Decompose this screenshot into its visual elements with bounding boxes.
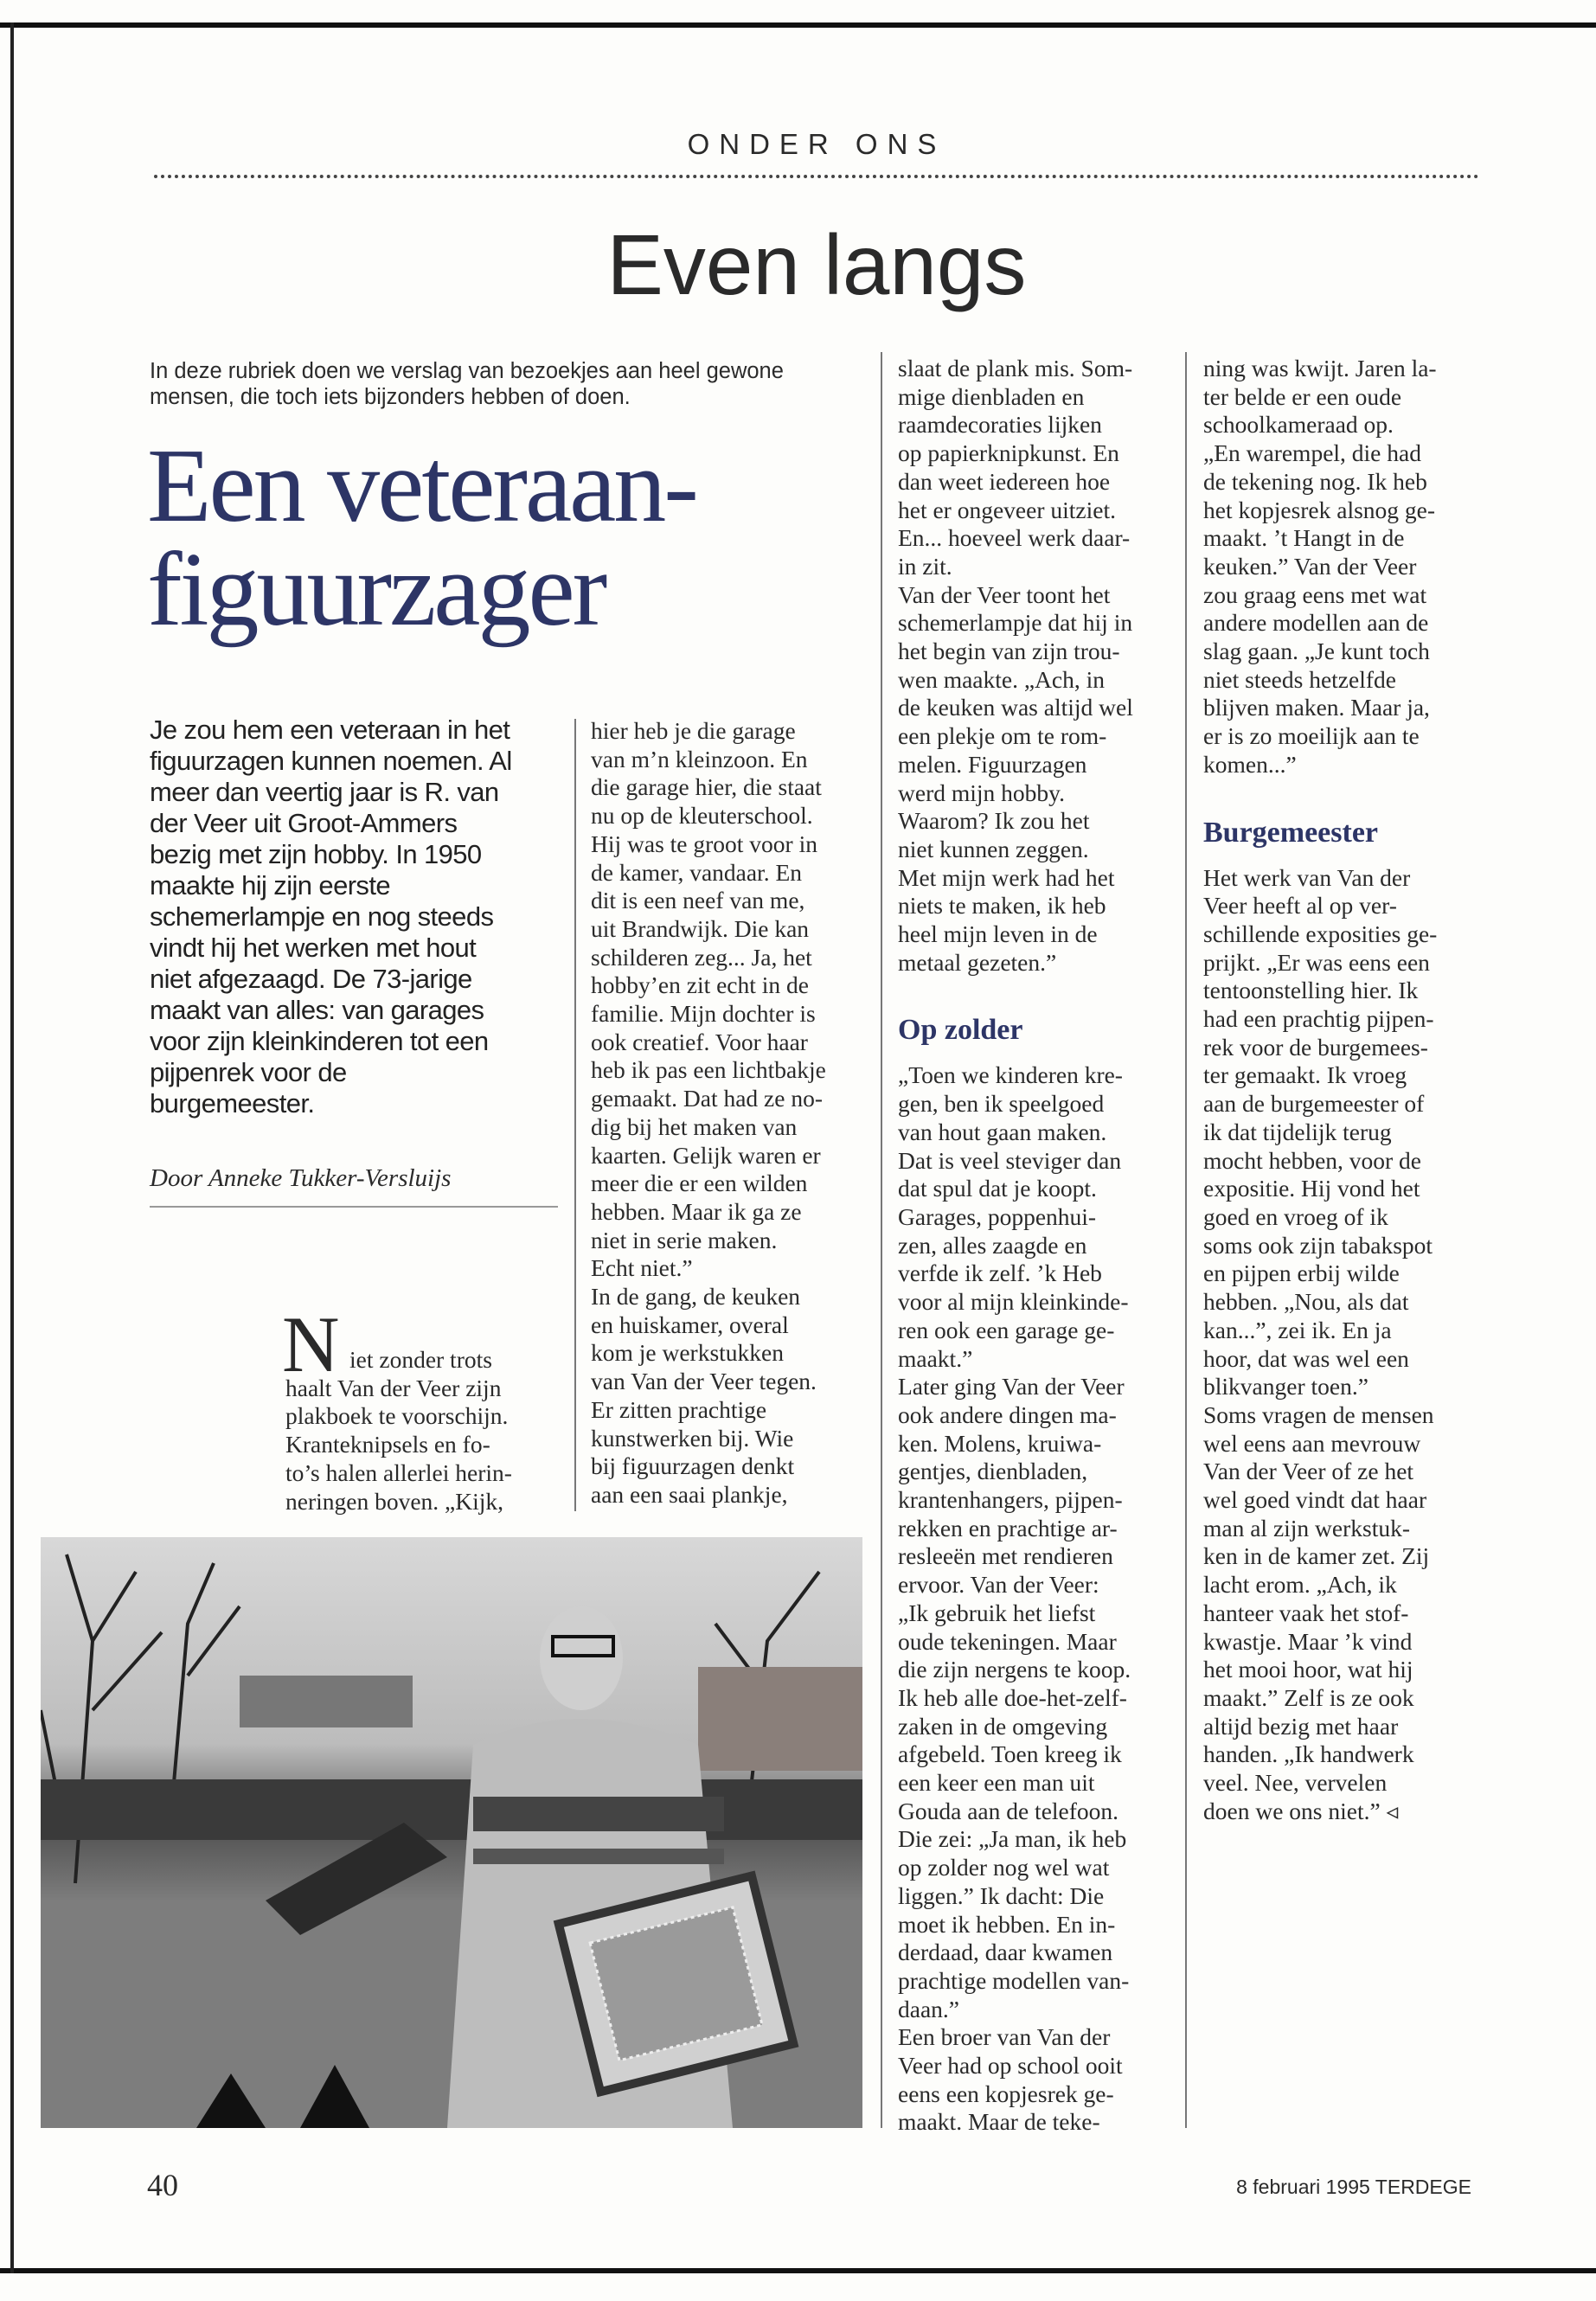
body-line: dat spul dat je koopt. [898,1175,1097,1202]
lead-line: vindt hij het werken met hout [150,933,477,963]
body-line: het er ongeveer uitziet. [898,496,1116,523]
body-line: prachtige modellen van- [898,1966,1130,1994]
body-line: schillende exposities ge- [1203,920,1438,947]
page-border-top [0,22,1596,28]
paragraph [1203,355,1437,779]
article-lead [150,715,556,1119]
body-line: kaarten. Gelijk waren er [591,1141,821,1169]
body-line: een plekje om te rom- [898,722,1107,750]
body-line: hier heb je die garage [591,717,796,744]
body-line: resleeën met rendieren [898,1542,1113,1570]
lead-line: niet afgezaagd. De 73-jarige [150,964,472,994]
body-line: Echt niet.” [591,1254,693,1282]
body-line: liggen.” Ik dacht: Die [898,1881,1105,1909]
body-column-2 [591,717,826,1509]
body-line: niet kunnen zeggen. [898,835,1089,862]
page-border-bottom [0,2268,1596,2273]
body-line: „Ik gebruik het liefst [898,1599,1096,1626]
page-border-left [10,22,14,2273]
body-line: schilderen zeg... Ja, het [591,943,812,971]
subheading: Op zolder [898,1014,1023,1047]
body-line: het begin van zijn trou- [898,638,1120,665]
body-line: zen, alles zaagde en [898,1231,1087,1259]
body-line: nu op de kleuterschool. [591,802,813,830]
body-line: gentjes, dienbladen, [898,1458,1088,1485]
lead-line: maakt van alles: van garages [150,995,484,1025]
body-line: had een prachtig pijpen- [1203,1005,1434,1033]
column-rule [881,352,882,2128]
body-line: zaken in de omgeving [898,1712,1108,1740]
body-line: to’s halen allerlei herin- [285,1458,512,1486]
body-line: een keer een man uit [898,1769,1095,1797]
subheading: Burgemeester [1203,816,1379,849]
body-line: en huiskamer, overal [591,1311,789,1338]
body-line: expositie. Hij vond het [1203,1175,1420,1202]
body-line: Soms vragen de mensen [1203,1400,1434,1428]
body-line: ik dat tijdelijk terug [1203,1118,1392,1145]
body-line: uit Brandwijk. Die kan [591,914,810,942]
body-line: schoolkameraad op. [1203,411,1394,439]
body-line: aan de burgemeester of [1203,1090,1425,1118]
body-line: wel goed vindt dat haar [1203,1486,1427,1514]
byline: Door Anneke Tukker-Versluijs [150,1164,452,1192]
body-line: Veer heeft al op ver- [1203,892,1397,920]
body-line: van m’n kleinzoon. En [591,745,808,772]
body-line: hebben. „Nou, als dat [1203,1288,1409,1316]
body-line: Het werk van Van der [1203,863,1411,891]
body-line: meer die er een wilden [591,1170,808,1197]
body-line: ren ook een garage ge- [898,1316,1115,1343]
body-line: slaat de plank mis. Som- [898,355,1133,381]
body-column-1 [285,1346,512,1516]
body-line: ter gemaakt. Ik vroeg [1203,1061,1407,1089]
body-line: ning was kwijt. Jaren la- [1203,355,1437,381]
body-line: Van der Veer of ze het [1203,1458,1414,1485]
body-line: Gouda aan de telefoon. [898,1797,1119,1824]
body-line: hobby’en zit echt in de [591,971,809,999]
body-line: moet ik hebben. En in- [898,1910,1116,1938]
body-line: Dat is veel steviger dan [898,1146,1122,1174]
body-line: prijkt. „Er was eens een [1203,948,1430,976]
body-line: melen. Figuurzagen [898,750,1087,778]
body-line: die zijn nergens te koop. [898,1656,1131,1683]
lead-line: Je zou hem een veteraan in het [150,715,510,745]
body-line: bij figuurzagen denkt [591,1452,795,1480]
body-line: Later ging Van der Veer [898,1373,1125,1400]
body-line: het mooi hoor, wat hij [1203,1656,1413,1683]
section-label: ONDER ONS [687,128,946,160]
body-line: altijd bezig met haar [1203,1712,1399,1740]
body-line: wen maakte. „Ach, in [898,665,1106,693]
headline-line: figuurzager [147,531,606,648]
body-line: ken. Molens, kruiwa- [898,1429,1102,1457]
body-line: het kopjesrek alsnog ge- [1203,496,1436,523]
body-line: dit is een neef van me, [591,887,805,914]
body-line: Hij was te groot voor in [591,830,817,857]
man-head [540,1606,623,1710]
body-line: En... hoeveel werk daar- [898,524,1131,552]
body-line: de tekening nog. Ik heb [1203,467,1427,495]
lead-line: pijpenrek voor de [150,1057,347,1087]
lead-line: schemerlampje en nog steeds [150,901,494,932]
body-line: mocht hebben, voor de [1203,1146,1422,1174]
body-line: andere modellen aan de [1203,609,1429,637]
body-line: wel eens aan mevrouw [1203,1429,1421,1457]
lead-line: voor zijn kleinkinderen tot een [150,1026,489,1056]
body-line: „En warempel, die had [1203,439,1421,467]
body-line: handen. „Ik handwerk [1203,1740,1414,1768]
body-line: maakt.” [898,1344,973,1372]
body-line: maakt. Maar de teke- [898,2108,1100,2136]
body-line: schemerlampje dat hij in [898,609,1133,637]
intro-line: mensen, die toch iets bijzonders hebben of doen. [150,385,631,409]
body-line: hanteer vaak het stof- [1203,1599,1409,1626]
house [698,1667,862,1771]
body-line: op zolder nog wel wat [898,1854,1110,1881]
body-line: heel mijn leven in de [898,920,1098,948]
body-line: op papierknipkunst. En [898,439,1119,467]
body-line: tentoonstelling hier. Ik [1203,977,1419,1004]
body-line: Met mijn werk had het [898,863,1115,891]
body-line: raamdecoraties lijken [898,411,1102,439]
issue-info: 8 februari 1995 TERDEGE [1236,2176,1471,2198]
intro-line: In deze rubriek doen we verslag van bezoekjes aan heel gewone [150,359,784,383]
column-rule [574,719,576,1511]
body-line: rekken en prachtige ar- [898,1514,1118,1541]
rubric-title: Even langs [606,217,1027,312]
article-photo [41,1537,862,2128]
body-line: de kamer, vandaar. En [591,858,802,886]
body-line: daan.” [898,1995,959,2022]
body-column-4 [1203,355,1437,1825]
body-line: Van der Veer toont het [898,580,1111,608]
drop-cap: N [282,1300,340,1388]
lead-line: bezig met zijn hobby. In 1950 [150,839,482,869]
body-line: gen, ben ik speelgoed [898,1090,1105,1118]
lead-line: meer dan veertig jaar is R. van [150,777,499,807]
building [240,1676,413,1727]
headline-line: Een veteraan- [147,427,696,544]
body-line: Kranteknipsels en fo- [285,1431,490,1458]
body-line: Er zitten prachtige [591,1395,767,1423]
body-line: „Toen we kinderen kre- [898,1061,1123,1089]
body-line: ook creatief. Voor haar [591,1028,808,1055]
paragraph [1203,864,1437,1826]
body-line: van hout gaan maken. [898,1118,1107,1145]
body-line: ervoor. Van der Veer: [898,1571,1099,1599]
body-line: maakt.” Zelf is ze ook [1203,1683,1414,1711]
body-line: hebben. Maar ik ga ze [591,1197,802,1225]
column-rule [1185,352,1187,2128]
lead-line: maakte hij zijn eerste [150,870,390,901]
body-line: zou graag eens met wat [1203,580,1427,608]
body-line: dan weet iedereen hoe [898,467,1111,495]
page-number: 40 [147,2168,178,2202]
body-line: Garages, poppenhui- [898,1202,1097,1230]
body-line: blikvanger toen.” [1203,1373,1368,1400]
body-line: neringen boven. „Kijk, [285,1487,504,1515]
body-line: derdaad, daar kwamen [898,1939,1113,1966]
body-line: heb ik pas een lichtbakje [591,1056,826,1084]
body-line: krantenhangers, pijpen- [898,1486,1123,1514]
body-line: keuken.” Van der Veer [1203,552,1417,580]
body-line: hoor, dat was wel een [1203,1344,1409,1372]
body-line: en pijpen erbij wilde [1203,1259,1400,1287]
body-line: maakt. ’t Hangt in de [1203,524,1405,552]
lead-line: der Veer uit Groot-Ammers [150,808,458,838]
body-line: van Van der Veer tegen. [591,1368,817,1395]
body-line: die garage hier, die staat [591,773,822,801]
body-line: metaal gezeten.” [898,948,1057,976]
body-line: aan een saai plankje, [591,1480,788,1508]
body-line: in zit. [898,552,952,580]
body-line: eens een kopjesrek ge- [898,2080,1114,2107]
body-line: niet steeds hetzelfde [1203,665,1396,693]
body-column-3 [898,355,1133,2137]
body-line: doen we ons niet.” ◃ [1203,1797,1399,1824]
photo-man-with-fretwork [41,1537,862,2128]
body-line: slag gaan. „Je kunt toch [1203,638,1430,665]
body-line: goed en vroeg of ik [1203,1202,1388,1230]
body-line: veel. Nee, vervelen [1203,1769,1388,1797]
body-line: ken in de kamer zet. Zij [1203,1542,1430,1570]
body-line: komen...” [1203,750,1297,778]
lead-line: figuurzagen kunnen noemen. Al [150,746,512,776]
body-line: ter belde er een oude [1203,382,1402,410]
body-line: de keuken was altijd wel [898,694,1133,721]
byline-rule [150,1206,558,1208]
lead-line: burgemeester. [150,1088,315,1118]
body-line: familie. Mijn dochter is [591,1000,816,1028]
article-headline [147,427,696,648]
body-line: blijven maken. Maar ja, [1203,694,1430,721]
body-line: werd mijn hobby. [898,779,1065,806]
body-line: afgebeld. Toen kreeg ik [898,1740,1122,1768]
body-line: Waarom? Ik zou het [898,807,1090,835]
body-line: plakboek te voorschijn. [285,1402,509,1430]
body-line: oude tekeningen. Maar [898,1627,1117,1655]
body-line: dig bij het maken van [591,1112,798,1140]
body-line: ook andere dingen ma- [898,1400,1117,1428]
body-line: gemaakt. Dat had ze no- [591,1085,824,1112]
paragraph [898,355,1133,977]
body-line: In de gang, de keuken [591,1283,801,1311]
rubric-intro [150,358,859,410]
body-line: iet zonder trots [349,1346,492,1373]
body-line: Een broer van Van der [898,2023,1111,2051]
paragraph [898,1061,1133,2137]
body-line: er is zo moeilijk aan te [1203,722,1420,750]
body-line: niets te maken, ik heb [898,892,1106,920]
body-line: Ik heb alle doe-het-zelf- [898,1683,1127,1711]
body-line: kom je werkstukken [591,1339,785,1367]
body-line: lacht erom. „Ach, ik [1203,1571,1397,1599]
body-line: soms ook zijn tabakspot [1203,1231,1433,1259]
body-line: haalt Van der Veer zijn [285,1374,502,1401]
body-line: voor al mijn kleinkinde- [898,1288,1129,1316]
dotted-divider [154,175,1479,178]
body-line: rek voor de burgemees- [1203,1033,1428,1061]
body-line: niet in serie maken. [591,1226,778,1253]
body-line: Die zei: „Ja man, ik heb [898,1825,1127,1853]
body-line: kan...”, zei ik. En ja [1203,1316,1392,1343]
body-line: kwastje. Maar ’k vind [1203,1627,1413,1655]
body-line: man al zijn werkstuk- [1203,1514,1411,1541]
body-line: mige dienbladen en [898,382,1085,410]
body-line: Veer had op school ooit [898,2052,1123,2080]
body-line: verfde ik zelf. ’k Heb [898,1259,1102,1287]
body-line: kunstwerken bij. Wie [591,1424,794,1452]
